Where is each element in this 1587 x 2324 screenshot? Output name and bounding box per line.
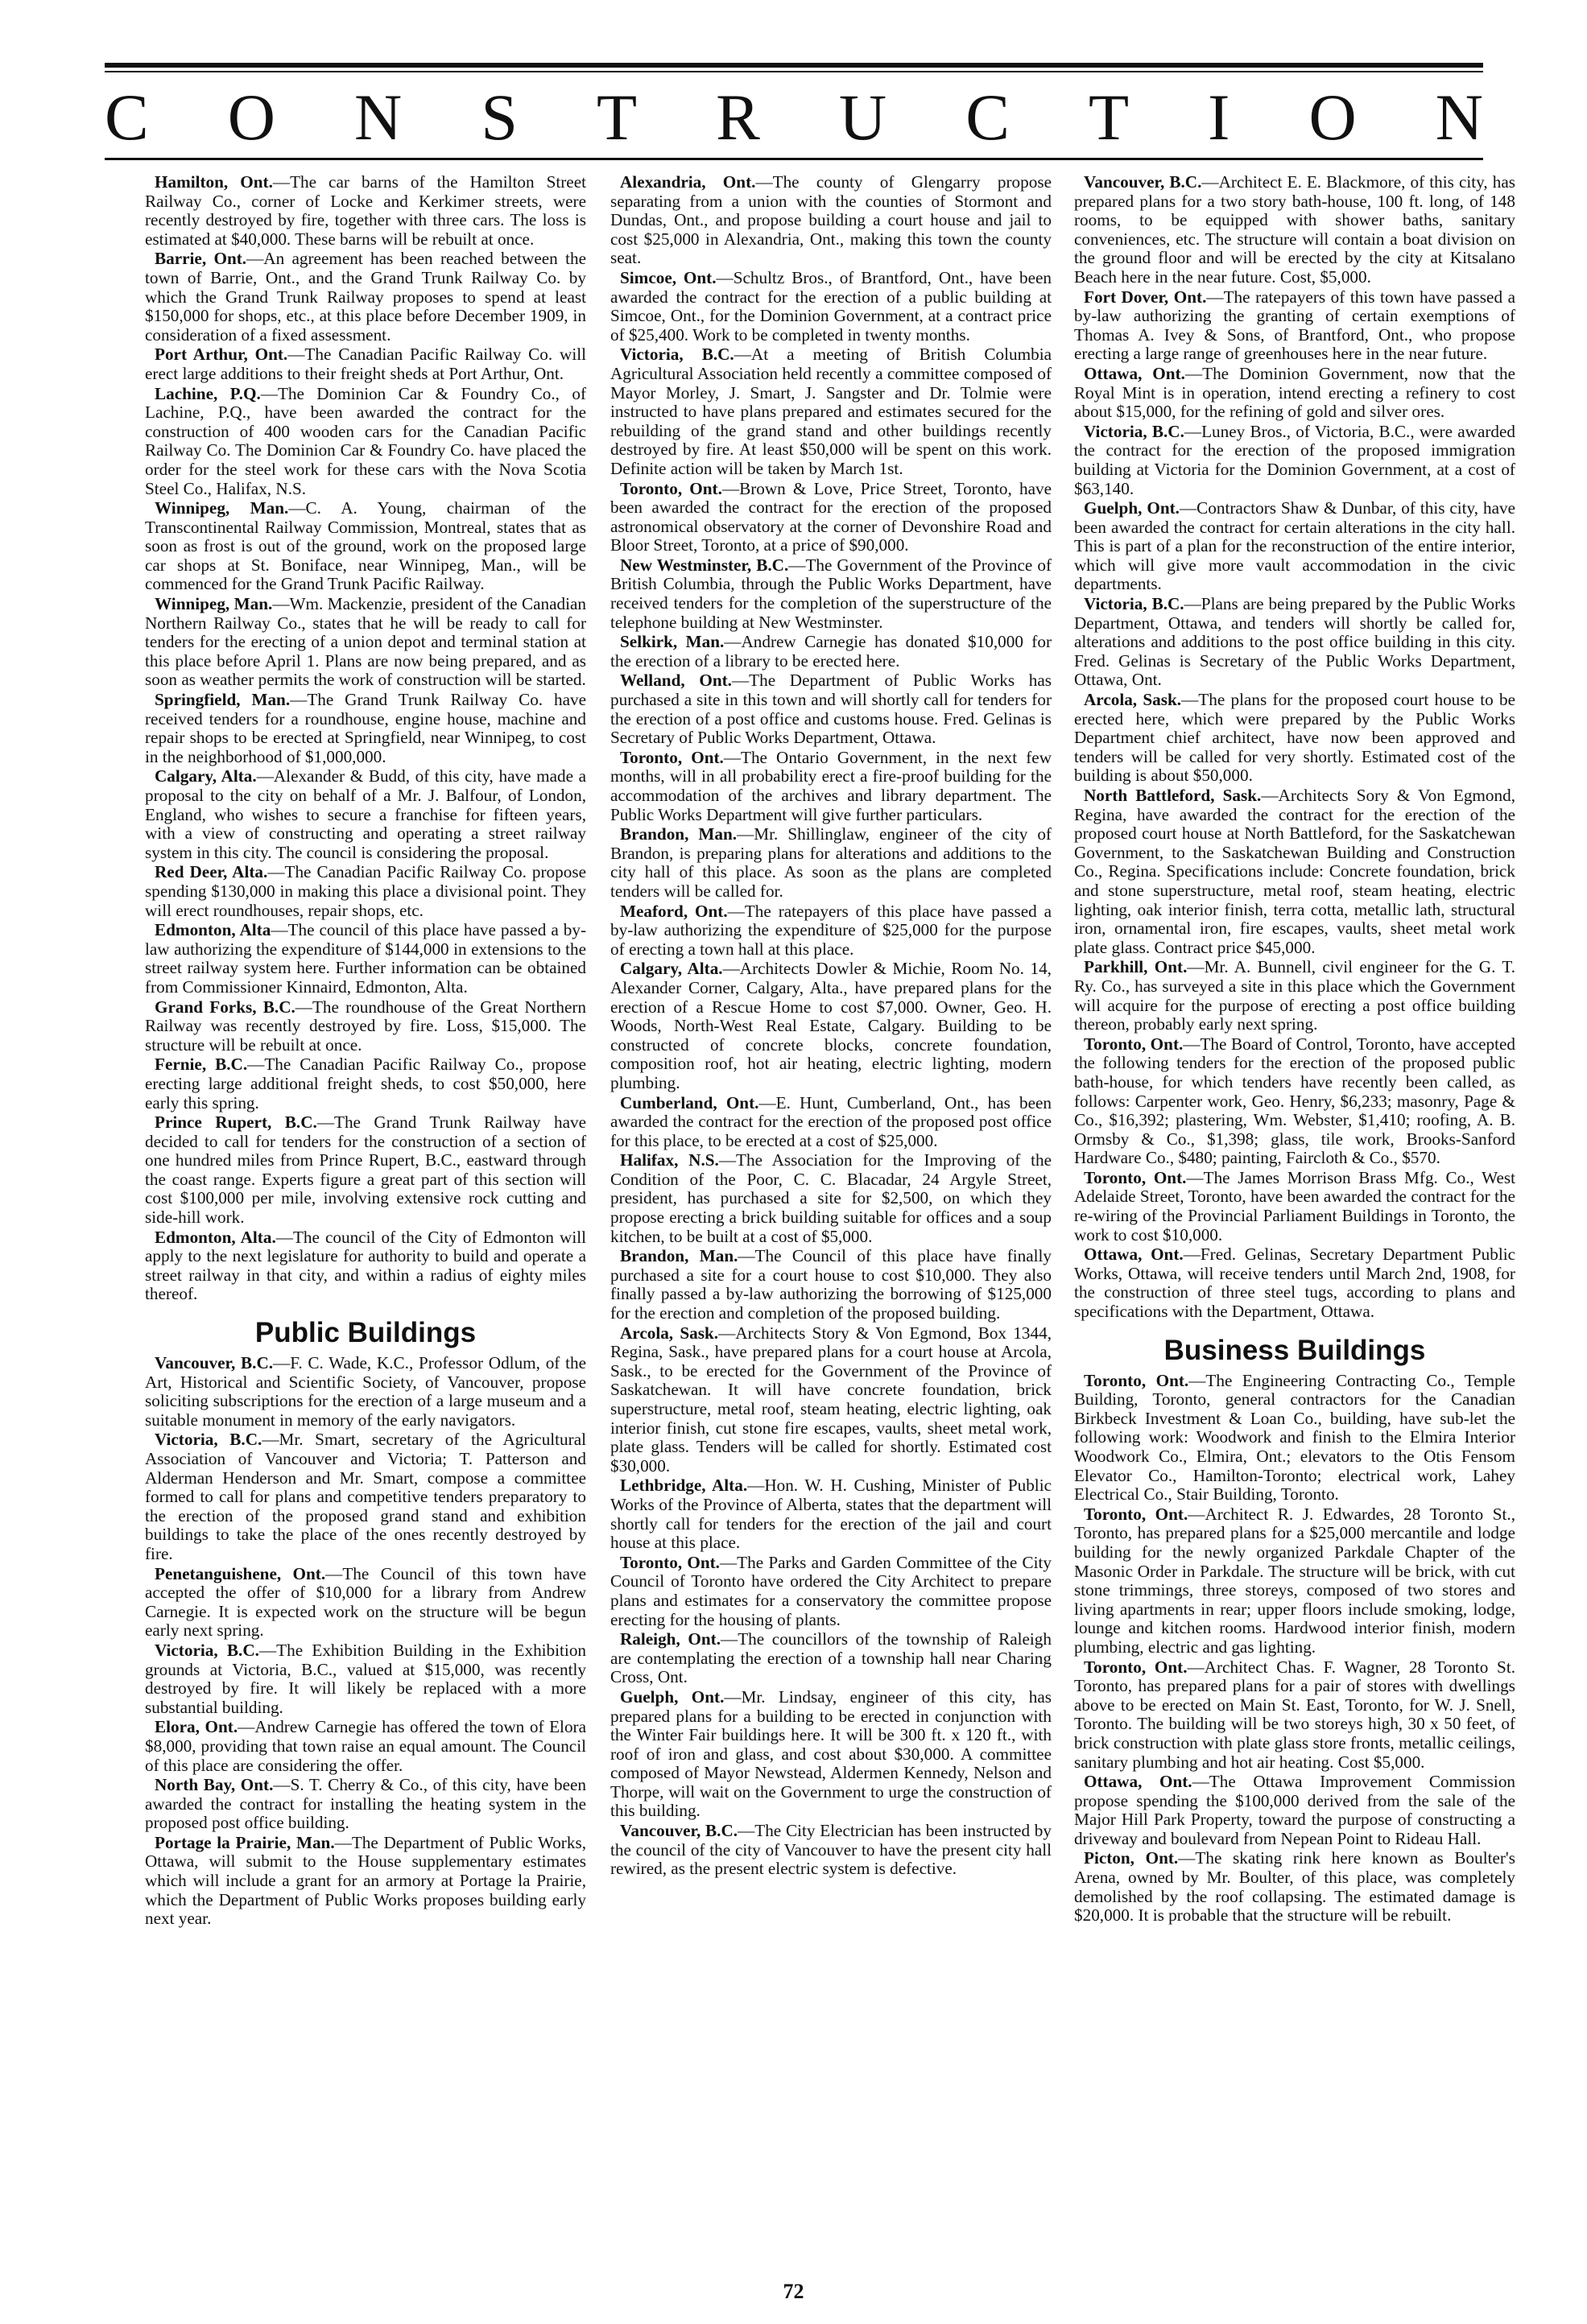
news-item-text: Schultz Bros., of Brantford, Ont., have been awarded the contract for the erection of a public building at Simcoe, Ont., for the Dominion Government, at a contract price of $25,400. Work to be completed in twenty months. (610, 267, 1052, 345)
news-item-text: The Grand Trunk Railway have decided to call for tenders for the construction of a section of one hundred miles from Prince Rupert, B.C., eastward through the coast range. Experts figure a great part of this section will cost $100,000 per mile, involving extensive rock cutting and side-hill work. (145, 1112, 586, 1228)
column-3 (1074, 173, 1515, 1926)
news-item-place: Lachine, P.Q. (155, 383, 261, 403)
masthead-rule-thin (105, 71, 1483, 72)
news-item: Arcola, Sask.—The plans for the proposed court house to be erected here, which were prepared by the Public Works Department chief architect, have now been approved and tenders will be called for very shortly. Estimated cost of the building is about $50,000. (1074, 690, 1515, 786)
news-item-place: Victoria, B.C. (620, 345, 734, 365)
news-item-text: The councillors of the township of Raleigh are contemplating the erection of a township hall near Charing Cross, Ont. (610, 1629, 1052, 1687)
page-number: 72 (783, 2280, 804, 2303)
news-item-text: The James Morrison Brass Mfg. Co., West Adelaide Street, Toronto, have been awarded the contract for the re-wiring of the Provincial Parliament Buildings in Toronto, the work to cost $10,000. (1074, 1167, 1515, 1245)
news-item-place: Ottawa, Ont. (1084, 363, 1185, 383)
news-item-place: Parkhill, Ont. (1084, 957, 1188, 977)
news-item: Grand Forks, B.C.—The roundhouse of the Great Northern Railway was recently destroyed by fire. Loss, $15,000. The structure will be rebuilt at once. (145, 997, 586, 1055)
news-item-text: The plans for the proposed court house to be erected here, which were prepared by the Public Works Department chief architect, have now been approved and tenders will be called for very shortly. Estimated cost of the building is about $50,000. (1074, 690, 1515, 786)
news-item: Fort Dover, Ont.—The ratepayers of this town have passed a by-law authorizing the granting of certain exemptions of Thomas A. Ivey & Sons, of Brantford, Ont., who propose erecting a large range of greenhouses here in the near future. (1074, 287, 1516, 364)
news-item-place: Toronto, Ont. (1084, 1504, 1188, 1524)
news-item-text: The Council of this town have accepted the offer of $10,000 for a library from Andrew Carnegie. It is expected work on the structure will be begun early next spring. (145, 1563, 587, 1641)
news-item: Vancouver, B.C.—F. C. Wade, K.C., Professor Odlum, of the Art, Historical and Scientific Society, of Vancouver, propose soliciting subscriptions for the erection of a large museum and a suitable monument in memory of the early navigators. (145, 1353, 586, 1430)
news-item-text: Architects Dowler & Michie, Room No. 14, Alexander Corner, Calgary, Alta., have prepared plans for the erection of a Rescue Home to cost $7,000. Owner, Geo. H. Woods, North-West Real Estate, Calgary. Building to be constructed of concrete blocks, concrete foundation, composition roof, hot air heating, electric lighting, modern plumbing. (610, 959, 1052, 1092)
news-item: Vancouver, B.C.—The City Electrician has been instructed by the council of the city of Vancouver to have the present city hall rewired, as the present electric system is defective. (610, 1821, 1052, 1879)
news-item: Fernie, B.C.—The Canadian Pacific Railway Co., propose erecting large additional freight sheds, to cost $50,000, here early this spring. (145, 1055, 586, 1112)
news-item-place: Arcola, Sask. (1084, 690, 1182, 710)
news-item-text: Andrew Carnegie has offered the town of Elora $8,000, providing that town raise an equal amount. The Council of this place are considering the offer. (145, 1717, 586, 1775)
news-item-place: Toronto, Ont. (1084, 1370, 1189, 1390)
news-item-place: Meaford, Ont. (620, 901, 728, 921)
news-item-place: Brandon, Man. (620, 824, 738, 844)
news-item: Welland, Ont.—The Department of Public Works has purchased a site in this town and will shortly call for tenders for the erection of a post office and customs house. Fred. Gelinas is Secretary of Public Works Department, Ottawa. (610, 671, 1052, 748)
news-item-place: Edmonton, Alta (155, 920, 271, 940)
news-item: Toronto, Ont.—The Engineering Contracting Co., Temple Building, Toronto, general contractors for the Canadian Birkbeck Investment & Loan Co., building, have sub-let the following work: Woodwork and finish to the Elmira Interior Woodwork Co., Elmira, Ont.; elevators to the Otis Fensom Elevator Co., Hamilton-Toronto; electrical work, Lahey Electrical Co., Stair Building, Toronto. (1074, 1370, 1515, 1505)
news-item-place: Vancouver, B.C. (620, 1821, 738, 1841)
masthead-rule-bottom (105, 158, 1483, 160)
news-item-text: The roundhouse of the Great Northern Railway was recently destroyed by fire. Loss, $15,000. The structure will be rebuilt at once. (145, 997, 586, 1055)
news-item-text: Architect E. E. Blackmore, of this city, has prepared plans for a two story bath-house, 100 ft. long, of 148 rooms, to be equipped with shower baths, sanitary conveniences, etc. The structure will contain a boat division on the ground floor and will be erected by the city at Kitsalano Beach here in the near future. Cost, $5,000. (1074, 172, 1515, 287)
news-item: Victoria, B.C.—Mr. Smart, secretary of the Agricultural Association of Vancouver and Victoria; T. Patterson and Alderman Henderson and Mr. Smart, compose a committee formed to call for plans and competitive tenders preparatory to the erection of the proposed grand stand and exhibition buildings to take the place of the ones recently destroyed by fire. (145, 1430, 586, 1563)
news-item-text: C. A. Young, chairman of the Transcontinental Railway Commission, Montreal, states that as soon as frost is out of the ground, work on the proposed large car shops at St. Boniface, near Winnipeg, Man., will be commenced for the Grand Trunk Pacific Railway. (145, 498, 586, 594)
news-item-place: Elora, Ont. (155, 1717, 238, 1737)
news-item-place: Grand Forks, B.C. (155, 997, 295, 1017)
news-item: Toronto, Ont.—The James Morrison Brass Mfg. Co., West Adelaide Street, Toronto, have been awarded the contract for the re-wiring of the Provincial Parliament Buildings in Toronto, the work to cost $10,000. (1074, 1167, 1515, 1245)
news-item-place: Portage la Prairie, Man. (155, 1832, 335, 1852)
news-item-text: The ratepayers of this place have passed a by-law authorizing the expenditure of $25,000 for the purpose of erecting a town hall at this place. (610, 901, 1052, 959)
news-item: Lethbridge, Alta.—Hon. W. H. Cushing, Minister of Public Works of the Province of Alberta, states that the department will shortly call for tenders for the erection of the jail and court house at this place. (610, 1476, 1052, 1553)
news-item: Brandon, Man.—The Council of this place have finally purchased a site for a court house to cost $10,000. They also finally passed a by-law authorizing the borrowing of $125,000 for the erection and completion of the proposed building. (610, 1246, 1052, 1323)
news-item: Toronto, Ont.—Architect Chas. F. Wagner, 28 Toronto St. Toronto, has prepared plans for a pair of stores with dwellings above to be erected on Main St. East, Toronto, for W. J. Snell, Toronto. The building will be two storeys high, 30 x 50 feet, of brick construction with plate glass store fronts, metallic ceilings, sanitary plumbing and hot air heating. Cost $5,000. (1074, 1657, 1516, 1772)
news-item-text: Mr. Smart, secretary of the Agricultural Association of Vancouver and Victoria; T. Patterson and Alderman Henderson and Mr. Smart, compose a committee formed to call for plans and competitive tenders preparatory to the erection of the proposed grand stand and exhibition buildings to take the place of the ones recently destroyed by fire. (145, 1430, 586, 1563)
news-item: Vancouver, B.C.—Architect E. E. Blackmore, of this city, has prepared plans for a two story bath-house, 100 ft. long, of 148 rooms, to be equipped with shower baths, sanitary conveniences, etc. The structure will contain a boat division on the ground floor and will be erected by the city at Kitsalano Beach here in the near future. Cost, $5,000. (1074, 172, 1515, 287)
news-item-text: The Council of this place have finally purchased a site for a court house to cost $10,000. They also finally passed a by-law authorizing the borrowing of $125,000 for the erection and completion of the proposed building. (610, 1246, 1052, 1323)
news-item-text: Wm. Mackenzie, president of the Canadian Northern Railway Co., states that he will be ready to call for tenders for the erecting of a union depot and terminal station at this place before April 1. Plans are now being prepared, and as soon as weather permits the work of construction will be started. (145, 594, 586, 690)
news-item-place: Brandon, Man. (620, 1246, 738, 1266)
news-item: Guelph, Ont.—Contractors Shaw & Dunbar, of this city, have been awarded the contract for certain alterations in the city hall. This is part of a plan for the reconstruction of the entire interior, which will give more vault accommodation in the civic departments. (1074, 498, 1515, 594)
masthead-title (105, 79, 1483, 156)
masthead-letter: C (965, 80, 1010, 154)
news-item-place: Calgary, Alta. (155, 766, 257, 786)
news-item-text: The council of this place have passed a by-law authorizing the expenditure of $144,000 in extensions to the street railway system here. Further information can be obtained from Commissioner Kinnaird, Edmonton, Alta. (145, 920, 587, 997)
news-item-place: Penetanguishene, Ont. (155, 1563, 326, 1583)
news-item: Parkhill, Ont.—Mr. A. Bunnell, civil engineer for the G. T. Ry. Co., has surveyed a site in this place which the Government will acquire for the purpose of erecting a post office building thereon, probably early next spring. (1074, 957, 1515, 1034)
news-item-place: Toronto, Ont. (620, 1552, 720, 1572)
news-item: Lachine, P.Q.—The Dominion Car & Foundry Co., of Lachine, P.Q., have been awarded the contract for the construction of 400 wooden cars for the Canadian Pacific Railway Co. The Dominion Car & Foundry Co. have placed the order for the steel work for these cars with the Nova Scotia Steel Co., Halifax, N.S. (145, 383, 586, 498)
news-item-text: The Engineering Contracting Co., Temple Building, Toronto, general contractors for the Canadian Birkbeck Investment & Loan Co., building, have sub-let the following work: Woodwork and finish to the Elmira Interior Woodwork Co., Elmira, Ont.; elevators to the Otis Fensom Elevator Co., Hamilton-Toronto; electrical work, Lahey Electrical Co., Stair Building, Toronto. (1074, 1370, 1515, 1505)
news-item-text: S. T. Cherry & Co., of this city, have been awarded the contract for installing the heating system in the proposed post office building. (145, 1775, 586, 1833)
news-item-place: Welland, Ont. (620, 671, 732, 691)
news-item-place: Port Arthur, Ont. (155, 345, 288, 365)
news-item-place: Winnipeg, Man. (155, 498, 289, 518)
news-item-place: Cumberland, Ont. (620, 1092, 759, 1112)
news-item-text: The Exhibition Building in the Exhibition grounds at Victoria, B.C., valued at $15,000, was recently destroyed by fire. It will likely be replaced with a more substantial building. (145, 1640, 587, 1717)
masthead-rule-top (105, 63, 1483, 68)
news-item-text: Architect R. J. Edwardes, 28 Toronto St., Toronto, has prepared plans for a $25,000 mercantile and lodge building for the newly organized Parkdale Chapter of the Masonic Order in Parkdale. The structure will be brick, with cut stone trimmings, three storeys, composed of two stores and living apartments in rear; upper floors include smoking, lodge, lounge and kitchen rooms. Hardwood interior finish, modern plumbing, electric and gas lighting. (1074, 1504, 1515, 1657)
news-item-text: The skating rink here known as Boulter's Arena, owned by Mr. Boulter, of this place, was completely demolished by the roof collapsing. The estimated damage is $20,000. It is probable that the structure will be rebuilt. (1074, 1848, 1515, 1926)
news-item-text: Fred. Gelinas, Secretary Department Public Works, Ottawa, will receive tenders until March 2nd, 1908, for the construction of three steel tugs, according to plans and specifications with the Department, Ottawa. (1074, 1245, 1515, 1322)
news-item-place: Picton, Ont. (1084, 1848, 1179, 1868)
masthead-letter: T (597, 80, 638, 154)
news-item-text: The county of Glengarry propose separating from a union with the counties of Stormont and Dundas, Ont., and propose building a court house and jail to cost $25,000 in Alexandria, Ont., making this town the county seat. (610, 172, 1052, 268)
news-item-place: Toronto, Ont. (1084, 1034, 1184, 1054)
news-item-text: Architects Story & Von Egmond, Box 1344, Regina, Sask., have prepared plans for a court house at Arcola, Sask., to be erected for the Government of the Province of Saskatchewan. It will have concrete foundation, brick superstructure, metal roof, steam heating, electric lighting, oak interior finish, cut stone fire escapes, vaults, sheet metal work, plate glass. Tenders will be called for shortly. Estimated cost $30,000. (610, 1323, 1052, 1476)
news-item-text: The car barns of the Hamilton Street Railway Co., corner of Locke and Kerkimer streets, were recently destroyed by fire, together with three cars. The loss is estimated at $40,000. These barns will be rebuilt at once. (145, 172, 587, 249)
news-item-text: The Canadian Pacific Railway Co. propose spending $130,000 in making this place a divisional point. They will erect roundhouses, repair shops, etc. (145, 862, 586, 920)
news-item-text: The Canadian Pacific Railway Co. will erect large additions to their freight sheds at Port Arthur, Ont. (145, 345, 586, 383)
news-item: Victoria, B.C.—Plans are being prepared by the Public Works Department, Ottawa, and tenders will shortly be called for, alterations and additions to the post office building in this city. Fred. Gelinas is Secretary of the Public Works Department, Ottawa, Ont. (1074, 594, 1515, 690)
news-item-text: E. Hunt, Cumberland, Ont., has been awarded the contract for the erection of the proposed post office for this place, to be erected at a cost of $25,000. (610, 1092, 1052, 1150)
news-item-text: Mr. Shillinglaw, engineer of the city of Brandon, is preparing plans for alterations and additions to the city hall of this place. As soon as the plans are completed tenders will be called for. (610, 824, 1052, 901)
masthead-letter: R (716, 80, 760, 154)
news-item-text: Brown & Love, Price Street, Toronto, have been awarded the contract for the erection of the proposed astronomical observatory at the corner of Devonshire Road and Bloor Street, Toronto, at a price of $90,000. (610, 478, 1052, 555)
masthead-letter: O (227, 80, 275, 154)
news-item-text: The Government of the Province of British Columbia, through the Public Works Department, have received tenders for the completion of the superstructure of the telephone building at New Westminster. (610, 555, 1052, 632)
section-heading: Public Buildings (254, 1317, 477, 1349)
news-item-text: The Parks and Garden Committee of the City Council of Toronto have ordered the City Architect to prepare plans and estimates for a conservatory the committee propose erecting for the housing of plants. (610, 1552, 1052, 1629)
news-item: Victoria, B.C.—Luney Bros., of Victoria, B.C., were awarded the contract for the erection of the proposed immigration building at Victoria for the Dominion Government, at a cost of $63,140. (1074, 421, 1516, 498)
news-item: Cumberland, Ont.—E. Hunt, Cumberland, Ont., has been awarded the contract for the erection of the proposed post office for this place, to be erected at a cost of $25,000. (610, 1092, 1052, 1150)
news-item-text: The council of the City of Edmonton will apply to the next legislature for authority to build and operate a street railway in that city, and within a radius of eighty miles thereof. (145, 1227, 586, 1304)
news-item-text: The Department of Public Works has purchased a site in this town and will shortly call for tenders for the erection of a post office and customs house. Fred. Gelinas is Secretary of Public Works Department, Ottawa. (610, 671, 1052, 748)
news-item: Guelph, Ont.—Mr. Lindsay, engineer of this city, has prepared plans for a building to be erected in conjunction with the Winter Fair buildings here. It will be 300 ft. x 120 ft., with roof of iron and glass, and cost about $30,000. A committee composed of Mayor Newstead, Aldermen Kennedy, Nelson and Thorpe, will wait on the Government to urge the construction of this building. (610, 1686, 1052, 1821)
news-item: Edmonton, Alta.—The council of the City of Edmonton will apply to the next legislature for authority to build and operate a street railway in that city, and within a radius of eighty miles thereof. (145, 1227, 586, 1304)
news-item-place: Winnipeg, Man. (155, 594, 273, 614)
news-item-text: The Dominion Car & Foundry Co., of Lachine, P.Q., have been awarded the contract for the construction of 400 wooden cars for the Canadian Pacific Railway Co. The Dominion Car & Foundry Co. have placed the order for the steel work for these cars with the Nova Scotia Steel Co., Halifax, N.S. (145, 383, 586, 498)
news-item: Toronto, Ont.—The Ontario Government, in the next few months, will in all probability erect a fire-proof building for the accommodation of the archives and library department. The Public Works Department will give further particulars. (610, 747, 1052, 824)
news-item-text: An agreement has been reached between the town of Barrie, Ont., and the Grand Trunk Railway Co. by which the Grand Trunk Railway proposes to spend at least $150,000 for shops, etc., at this place before December 1909, in consideration of a fixed assessment. (145, 249, 586, 345)
news-item: Arcola, Sask.—Architects Story & Von Egmond, Box 1344, Regina, Sask., have prepared plans for a court house at Arcola, Sask., to be erected for the Government of the Province of Saskatchewan. It will have concrete foundation, brick superstructure, metal roof, steam heating, electric lighting, oak interior finish, cut stone fire escapes, vaults, sheet metal work, plate glass. Tenders will be called for shortly. Estimated cost $30,000. (610, 1323, 1052, 1476)
news-item: Winnipeg, Man.—C. A. Young, chairman of the Transcontinental Railway Commission, Montreal, states that as soon as frost is out of the ground, work on the proposed large car shops at St. Boniface, near Winnipeg, Man., will be commenced for the Grand Trunk Pacific Railway. (145, 498, 586, 594)
news-item: Hamilton, Ont.—The car barns of the Hamilton Street Railway Co., corner of Locke and Kerkimer streets, were recently destroyed by fire, together with three cars. The loss is estimated at $40,000. These barns will be rebuilt at once. (145, 172, 587, 249)
news-item: Toronto, Ont.—The Board of Control, Toronto, have accepted the following tenders for the erection of the proposed public bath-house, for which tenders have recently been called, as follows: Carpenter work, Geo. Henry, $6,233; masonry, Page & Co., $16,392; plastering, Wm. Webster, $1,410; roofing, A. B. Ormsby & Co., $1,398; glass, tile work, Brooks-Sanford Hardware Co., $480; painting, Faircloth & Co., $570. (1074, 1034, 1515, 1168)
news-item-text: Luney Bros., of Victoria, B.C., were awarded the contract for the erection of the proposed immigration building at Victoria for the Dominion Government, at a cost of $63,140. (1074, 421, 1516, 498)
news-item: Ottawa, Ont.—Fred. Gelinas, Secretary Department Public Works, Ottawa, will receive tenders until March 2nd, 1908, for the construction of three steel tugs, according to plans and specifications with the Department, Ottawa. (1074, 1245, 1515, 1322)
masthead-letter: U (838, 80, 887, 154)
news-item-place: Springfield, Man. (155, 690, 291, 710)
news-item-place: Guelph, Ont. (620, 1686, 725, 1707)
news-item-text: F. C. Wade, K.C., Professor Odlum, of the Art, Historical and Scientific Society, of Vancouver, propose soliciting subscriptions for the erection of a large museum and a suitable monument in memory of the early navigators. (145, 1353, 586, 1430)
news-item: Calgary, Alta.—Alexander & Budd, of this city, have made a proposal to the city on behalf of a Mr. J. Balfour, of London, England, who wishes to secure a franchise for fifteen years, with a view of constructing and operating a street railway system in this city. The council is considering the proposal. (145, 766, 586, 862)
news-item: Ottawa, Ont.—The Ottawa Improvement Commission propose spending the $100,000 derived from the sale of the Major Hill Park Property, toward the purpose of constructing a driveway and boulevard from Nepean Point to Rideau Hall. (1074, 1772, 1516, 1848)
news-item: Selkirk, Man.—Andrew Carnegie has donated $10,000 for the erection of a library to be erected here. (610, 632, 1052, 671)
news-item-place: Fort Dover, Ont. (1084, 287, 1207, 307)
news-item-place: Victoria, B.C. (155, 1640, 259, 1660)
news-item-place: Lethbridge, Alta. (620, 1476, 748, 1496)
news-item-place: Edmonton, Alta. (155, 1227, 276, 1247)
masthead-letter: N (1435, 80, 1483, 154)
news-item-place: Red Deer, Alta. (155, 862, 268, 882)
column-1 (145, 173, 586, 1930)
news-item-text: The Canadian Pacific Railway Co., propose erecting large additional freight sheds, to cost $50,000, here early this spring. (145, 1055, 586, 1112)
news-item-text: Architects Sory & Von Egmond, Regina, have awarded the contract for the erection of the proposed court house at North Battleford, for the Saskatchewan Government, to the Saskatchewan Building and Construction Co., Regina. Specifications include: Concrete foundation, brick and stone superstructure, metal roof, steam heating, electric lighting, oak interior finish, terra cotta, metallic lath, structural iron, ornamental iron, fire escapes, vaults, sheet metal work plate glass. Contract price $45,000. (1074, 786, 1515, 957)
news-item-place: Toronto, Ont. (620, 478, 722, 498)
news-item-text: The Ottawa Improvement Commission propose spending the $100,000 derived from the sale of the Major Hill Park Property, toward the purpose of constructing a driveway and boulevard from Nepean Point to Rideau Hall. (1074, 1772, 1516, 1848)
column-2 (610, 173, 1052, 1880)
news-item-place: New Westminster, B.C. (620, 555, 789, 575)
news-item-text: The Association for the Improving of the Condition of the Poor, C. C. Blacadar, 24 Argyle Street, president, has purchased a site for $2,500, on which they propose erecting a brick building suitable for offices and a soup kitchen, to be built at a cost of $5,000. (610, 1150, 1052, 1246)
news-item-place: Victoria, B.C. (1084, 421, 1184, 441)
news-item: Red Deer, Alta.—The Canadian Pacific Railway Co. propose spending $130,000 in making this place a divisional point. They will erect roundhouses, repair shops, etc. (145, 862, 586, 920)
masthead-letter: N (354, 80, 403, 154)
news-item-text: Andrew Carnegie has donated $10,000 for the erection of a library to be erected here. (610, 632, 1052, 671)
news-item-place: Victoria, B.C. (1084, 594, 1184, 614)
news-item: Brandon, Man.—Mr. Shillinglaw, engineer of the city of Brandon, is preparing plans for alterations and additions to the city hall of this place. As soon as the plans are completed tenders will be called for. (610, 824, 1052, 901)
news-item-place: Prince Rupert, B.C. (155, 1112, 317, 1133)
news-item: Toronto, Ont.—Architect R. J. Edwardes, 28 Toronto St., Toronto, has prepared plans for a $25,000 mercantile and lodge building for the newly organized Parkdale Chapter of the Masonic Order in Parkdale. The structure will be brick, with cut stone trimmings, three storeys, composed of two stores and living apartments in rear; upper floors include smoking, lodge, lounge and kitchen rooms. Hardwood interior finish, modern plumbing, electric and gas lighting. (1074, 1504, 1515, 1657)
news-item-text: Contractors Shaw & Dunbar, of this city, have been awarded the contract for certain alterations in the city hall. This is part of a plan for the reconstruction of the entire interior, which will give more vault accommodation in the civic departments. (1074, 498, 1515, 594)
news-item-place: Fernie, B.C. (155, 1055, 248, 1075)
masthead-letter: T (1088, 80, 1130, 154)
news-item-place: Raleigh, Ont. (620, 1629, 721, 1649)
news-item-place: Guelph, Ont. (1084, 498, 1180, 518)
news-item-place: Halifax, N.S. (620, 1150, 719, 1170)
news-item-place: Toronto, Ont. (1084, 1167, 1187, 1187)
news-item: Raleigh, Ont.—The councillors of the township of Raleigh are contemplating the erection of a township hall near Charing Cross, Ont. (610, 1629, 1052, 1687)
news-item-text: The Dominion Government, now that the Royal Mint is in operation, intend erecting a refinery to cost about $15,000, for the refining of gold and silver ores. (1074, 363, 1516, 422)
section-heading: Business Buildings (1163, 1334, 1426, 1366)
news-item-text: The ratepayers of this town have passed a by-law authorizing the granting of certain exemptions of Thomas A. Ivey & Sons, of Brantford, Ont., who propose erecting a large range of greenhouses here in the near future. (1074, 287, 1516, 364)
news-item-place: North Bay, Ont. (155, 1775, 274, 1795)
news-item: Picton, Ont.—The skating rink here known as Boulter's Arena, owned by Mr. Boulter, of this place, was completely demolished by the roof collapsing. The estimated damage is $20,000. It is probable that the structure will be rebuilt. (1074, 1848, 1515, 1926)
news-item: Toronto, Ont.—The Parks and Garden Committee of the City Council of Toronto have ordered the City Architect to prepare plans and estimates for a conservatory the committee propose erecting for the housing of plants. (610, 1552, 1052, 1629)
news-item-text: Mr. A. Bunnell, civil engineer for the G. T. Ry. Co., has surveyed a site in this place which the Government will acquire for the purpose of erecting a post office building thereon, probably early next spring. (1074, 957, 1515, 1034)
news-item-place: Calgary, Alta. (620, 959, 723, 979)
news-item: Calgary, Alta.—Architects Dowler & Michie, Room No. 14, Alexander Corner, Calgary, Alta., have prepared plans for the erection of a Rescue Home to cost $7,000. Owner, Geo. H. Woods, North-West Real Estate, Calgary. Building to be constructed of concrete blocks, concrete foundation, composition roof, hot air heating, electric lighting, modern plumbing. (610, 959, 1052, 1092)
news-item-place: North Battleford, Sask. (1084, 786, 1262, 805)
masthead-letter: I (1208, 80, 1230, 154)
news-item-text: At a meeting of British Columbia Agricultural Association held recently a committee composed of Mayor Morley, J. Smart, J. Sangster and Dr. Tolmie were instructed to have plans prepared and estimates secured for the rebuilding of the grand stand and other buildings recently destroyed by fire. At least $50,000 will be spent on this work. Definite action will be taken by March 1st. (610, 345, 1052, 478)
masthead-letter: O (1308, 80, 1357, 154)
masthead-letter: S (481, 80, 518, 154)
news-item-text: The Ontario Government, in the next few months, will in all probability erect a fire-proof building for the accommodation of the archives and library department. The Public Works Department will give further particulars. (610, 747, 1052, 824)
news-item: Edmonton, Alta—The council of this place have passed a by-law authorizing the expenditure of $144,000 in extensions to the street railway system here. Further information can be obtained from Commissioner Kinnaird, Edmonton, Alta. (145, 920, 587, 997)
news-item: Port Arthur, Ont.—The Canadian Pacific Railway Co. will erect large additions to their freight sheds at Port Arthur, Ont. (145, 345, 586, 383)
news-item-place: Ottawa, Ont. (1084, 1245, 1184, 1265)
news-item: Prince Rupert, B.C.—The Grand Trunk Railway have decided to call for tenders for the construction of a section of one hundred miles from Prince Rupert, B.C., eastward through the coast range. Experts figure a great part of this section will cost $100,000 per mile, involving extensive rock cutting and side-hill work. (145, 1112, 586, 1228)
news-item: Penetanguishene, Ont.—The Council of this town have accepted the offer of $10,000 for a library from Andrew Carnegie. It is expected work on the structure will be begun early next spring. (145, 1563, 587, 1641)
news-item-text: The Department of Public Works, Ottawa, will submit to the House supplementary estimates which will include a grant for an armory at Portage la Prairie, which the Department of Public Works proposes building early next year. (145, 1832, 587, 1929)
news-item: Barrie, Ont.—An agreement has been reached between the town of Barrie, Ont., and the Grand Trunk Railway Co. by which the Grand Trunk Railway proposes to spend at least $150,000 for shops, etc., at this place before December 1909, in consideration of a fixed assessment. (145, 249, 586, 345)
news-item-text: The Grand Trunk Railway Co. have received tenders for a roundhouse, engine house, machine and repair shops to be erected at Springfield, near Winnipeg, to cost in the neighborhood of $1,000,000. (145, 690, 586, 766)
news-item-place: Selkirk, Man. (620, 632, 725, 652)
news-item: Victoria, B.C.—At a meeting of British Columbia Agricultural Association held recently a committee composed of Mayor Morley, J. Smart, J. Sangster and Dr. Tolmie were instructed to have plans prepared and estimates secured for the rebuilding of the grand stand and other buildings recently destroyed by fire. At least $50,000 will be spent on this work. Definite action will be taken by March 1st. (610, 345, 1052, 478)
news-item-place: Alexandria, Ont. (620, 172, 756, 192)
news-item-text: Architect Chas. F. Wagner, 28 Toronto St. Toronto, has prepared plans for a pair of stores with dwellings above to be erected on Main St. East, Toronto, for W. J. Snell, Toronto. The building will be two storeys high, 30 x 50 feet, of brick construction with plate glass store fronts, metallic ceilings, sanitary plumbing and hot air heating. Cost $5,000. (1074, 1657, 1516, 1772)
news-item-text: The Board of Control, Toronto, have accepted the following tenders for the erection of the proposed public bath-house, for which tenders have recently been called, as follows: Carpenter work, Geo. Henry, $6,233; masonry, Page & Co., $16,392; plastering, Wm. Webster, $1,410; roofing, A. B. Ormsby & Co., $1,398; glass, tile work, Brooks-Sanford Hardware Co., $480; painting, Faircloth & Co., $570. (1074, 1034, 1515, 1168)
news-item-place: Victoria, B.C. (155, 1430, 262, 1450)
news-item-place: Vancouver, B.C. (1084, 172, 1202, 192)
news-item: Halifax, N.S.—The Association for the Improving of the Condition of the Poor, C. C. Blacadar, 24 Argyle Street, president, has purchased a site for $2,500, on which they propose erecting a brick building suitable for offices and a soup kitchen, to be built at a cost of $5,000. (610, 1150, 1052, 1246)
news-item: Alexandria, Ont.—The county of Glengarry propose separating from a union with the counties of Stormont and Dundas, Ont., and propose building a court house and jail to cost $25,000 in Alexandria, Ont., making this town the county seat. (610, 172, 1052, 268)
news-item-place: Barrie, Ont. (155, 249, 247, 269)
news-item-text: Mr. Lindsay, engineer of this city, has prepared plans for a building to be erected in conjunction with the Winter Fair buildings here. It will be 300 ft. x 120 ft., with roof of iron and glass, and cost about $30,000. A committee composed of Mayor Newstead, Aldermen Kennedy, Nelson and Thorpe, will wait on the Government to urge the construction of this building. (610, 1686, 1052, 1821)
news-item: Elora, Ont.—Andrew Carnegie has offered the town of Elora $8,000, providing that town raise an equal amount. The Council of this place are considering the offer. (145, 1717, 586, 1775)
news-item-text: Plans are being prepared by the Public Works Department, Ottawa, and tenders will shortly be called for, alterations and additions to the post office building in this city. Fred. Gelinas is Secretary of the Public Works Department, Ottawa, Ont. (1074, 594, 1515, 690)
news-item-place: Toronto, Ont. (1084, 1657, 1188, 1677)
masthead-letter: C (105, 80, 149, 154)
news-item-place: Vancouver, B.C. (155, 1353, 274, 1373)
news-item-place: Ottawa, Ont. (1084, 1772, 1192, 1792)
news-item-text: The City Electrician has been instructed by the council of the city of Vancouver to have the present city hall rewired, as the present electric system is defective. (610, 1821, 1052, 1879)
news-item: Victoria, B.C.—The Exhibition Building in the Exhibition grounds at Victoria, B.C., valued at $15,000, was recently destroyed by fire. It will likely be replaced with a more substantial building. (145, 1640, 587, 1717)
news-item: Simcoe, Ont.—Schultz Bros., of Brantford, Ont., have been awarded the contract for the erection of a public building at Simcoe, Ont., for the Dominion Government, at a contract price of $25,400. Work to be completed in twenty months. (610, 267, 1052, 345)
news-item-text: Alexander & Budd, of this city, have made a proposal to the city on behalf of a Mr. J. Balfour, of London, England, who wishes to secure a franchise for fifteen years, with a view of constructing and operating a street railway system in this city. The council is considering the proposal. (145, 766, 586, 862)
news-item-place: Toronto, Ont. (620, 747, 724, 767)
news-item: Meaford, Ont.—The ratepayers of this place have passed a by-law authorizing the expenditure of $25,000 for the purpose of erecting a town hall at this place. (610, 901, 1052, 959)
news-item-place: Simcoe, Ont. (620, 267, 717, 287)
news-item-place: Arcola, Sask. (620, 1323, 719, 1343)
news-item: Ottawa, Ont.—The Dominion Government, now that the Royal Mint is in operation, intend erecting a refinery to cost about $15,000, for the refining of gold and silver ores. (1074, 363, 1516, 422)
news-item-text: Hon. W. H. Cushing, Minister of Public Works of the Province of Alberta, states that the department will shortly call for tenders for the erection of the jail and court house at this place. (610, 1476, 1052, 1553)
news-item: Toronto, Ont.—Brown & Love, Price Street, Toronto, have been awarded the contract for the erection of the proposed astronomical observatory at the corner of Devonshire Road and Bloor Street, Toronto, at a price of $90,000. (610, 478, 1052, 555)
news-item: Winnipeg, Man.—Wm. Mackenzie, president of the Canadian Northern Railway Co., states that he will be ready to call for tenders for the erecting of a union depot and terminal station at this place before April 1. Plans are now being prepared, and as soon as weather permits the work of construction will be started. (145, 594, 586, 690)
news-item: North Battleford, Sask.—Architects Sory & Von Egmond, Regina, have awarded the contract for the erection of the proposed court house at North Battleford, for the Saskatchewan Government, to the Saskatchewan Building and Construction Co., Regina. Specifications include: Concrete foundation, brick and stone superstructure, metal roof, steam heating, electric lighting, oak interior finish, terra cotta, metallic lath, structural iron, ornamental iron, fire escapes, vaults, sheet metal work plate glass. Contract price $45,000. (1074, 786, 1515, 957)
news-item: Springfield, Man.—The Grand Trunk Railway Co. have received tenders for a roundhouse, engine house, machine and repair shops to be erected at Springfield, near Winnipeg, to cost in the neighborhood of $1,000,000. (145, 690, 586, 766)
news-item: North Bay, Ont.—S. T. Cherry & Co., of this city, have been awarded the contract for installing the heating system in the proposed post office building. (145, 1775, 586, 1833)
news-item-place: Hamilton, Ont. (155, 172, 273, 192)
news-item: New Westminster, B.C.—The Government of the Province of British Columbia, through the Public Works Department, have received tenders for the completion of the superstructure of the telephone building at New Westminster. (610, 555, 1052, 632)
news-item: Portage la Prairie, Man.—The Department of Public Works, Ottawa, will submit to the House supplementary estimates which will include a grant for an armory at Portage la Prairie, which the Department of Public Works proposes building early next year. (145, 1832, 587, 1929)
